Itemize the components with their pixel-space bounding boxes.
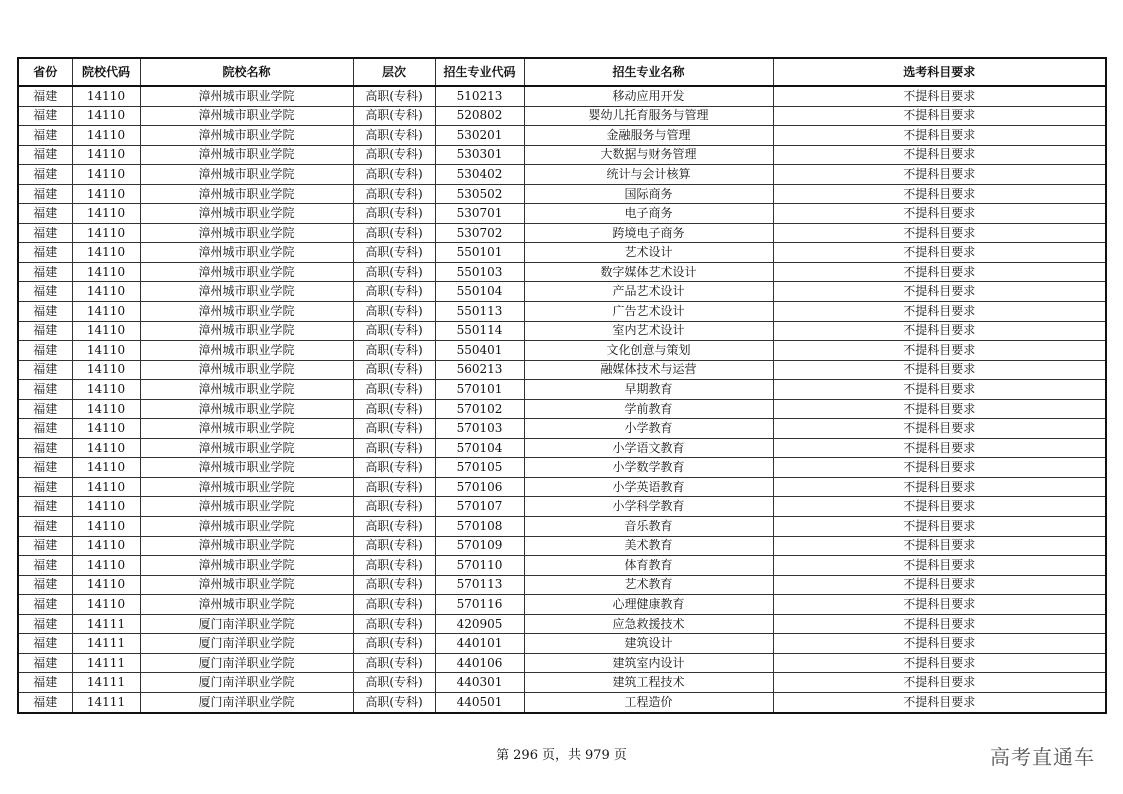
- cell-school-code: 14110: [72, 184, 140, 204]
- cell-major-code: 420905: [435, 614, 524, 634]
- cell-province: 福建: [18, 165, 72, 185]
- cell-school-name: 厦门南洋职业学院: [140, 634, 353, 654]
- cell-province: 福建: [18, 106, 72, 126]
- cell-level: 高职(专科): [353, 380, 435, 400]
- cell-school-name: 厦门南洋职业学院: [140, 692, 353, 712]
- cell-subject-requirement: 不提科目要求: [773, 673, 1106, 693]
- cell-province: 福建: [18, 692, 72, 712]
- cell-school-name: 漳州城市职业学院: [140, 517, 353, 537]
- table-row: [18, 595, 1106, 615]
- cell-school-name: 漳州城市职业学院: [140, 399, 353, 419]
- cell-school-name: 漳州城市职业学院: [140, 419, 353, 439]
- cell-school-code: 14110: [72, 145, 140, 165]
- cell-major-code: 550103: [435, 262, 524, 282]
- cell-school-code: 14110: [72, 243, 140, 263]
- cell-major-name: 学前教育: [524, 399, 773, 419]
- cell-province: 福建: [18, 184, 72, 204]
- cell-school-code: 14111: [72, 614, 140, 634]
- table-row: [18, 262, 1106, 282]
- cell-major-code: 530702: [435, 223, 524, 243]
- cell-subject-requirement: 不提科目要求: [773, 556, 1106, 576]
- cell-major-name: 应急救援技术: [524, 614, 773, 634]
- table-row: [18, 477, 1106, 497]
- footer-suffix: 页: [613, 748, 627, 763]
- cell-subject-requirement: 不提科目要求: [773, 223, 1106, 243]
- table-row: [18, 497, 1106, 517]
- cell-province: 福建: [18, 399, 72, 419]
- cell-school-name: 漳州城市职业学院: [140, 302, 353, 322]
- cell-school-code: 14111: [72, 673, 140, 693]
- cell-level: 高职(专科): [353, 634, 435, 654]
- cell-school-code: 14110: [72, 380, 140, 400]
- cell-province: 福建: [18, 653, 72, 673]
- cell-major-code: 550401: [435, 341, 524, 361]
- cell-major-code: 560213: [435, 360, 524, 380]
- cell-major-code: 570103: [435, 419, 524, 439]
- cell-major-name: 融媒体技术与运营: [524, 360, 773, 380]
- cell-subject-requirement: 不提科目要求: [773, 106, 1106, 126]
- cell-province: 福建: [18, 536, 72, 556]
- cell-subject-requirement: 不提科目要求: [773, 380, 1106, 400]
- cell-subject-requirement: 不提科目要求: [773, 497, 1106, 517]
- cell-major-code: 570109: [435, 536, 524, 556]
- cell-major-code: 530701: [435, 204, 524, 224]
- cell-level: 高职(专科): [353, 262, 435, 282]
- cell-major-name: 建筑室内设计: [524, 653, 773, 673]
- cell-level: 高职(专科): [353, 458, 435, 478]
- table-row: [18, 614, 1106, 634]
- cell-province: 福建: [18, 360, 72, 380]
- table-row: [18, 360, 1106, 380]
- cell-school-name: 漳州城市职业学院: [140, 145, 353, 165]
- cell-school-code: 14110: [72, 106, 140, 126]
- cell-major-name: 体育教育: [524, 556, 773, 576]
- cell-province: 福建: [18, 341, 72, 361]
- cell-school-name: 漳州城市职业学院: [140, 204, 353, 224]
- cell-province: 福建: [18, 556, 72, 576]
- cell-major-code: 510213: [435, 86, 524, 106]
- cell-level: 高职(专科): [353, 536, 435, 556]
- cell-province: 福建: [18, 321, 72, 341]
- cell-major-name: 金融服务与管理: [524, 126, 773, 146]
- cell-school-name: 厦门南洋职业学院: [140, 653, 353, 673]
- cell-school-code: 14110: [72, 262, 140, 282]
- cell-school-name: 漳州城市职业学院: [140, 243, 353, 263]
- cell-major-code: 440101: [435, 634, 524, 654]
- header-major-code: 招生专业代码: [435, 58, 524, 86]
- cell-major-code: 570110: [435, 556, 524, 576]
- cell-level: 高职(专科): [353, 399, 435, 419]
- cell-subject-requirement: 不提科目要求: [773, 536, 1106, 556]
- header-subject-requirement: 选考科目要求: [773, 58, 1106, 86]
- cell-school-code: 14110: [72, 302, 140, 322]
- cell-level: 高职(专科): [353, 321, 435, 341]
- cell-level: 高职(专科): [353, 419, 435, 439]
- cell-level: 高职(专科): [353, 341, 435, 361]
- table-row: [18, 673, 1106, 693]
- cell-major-code: 570116: [435, 595, 524, 615]
- cell-major-name: 小学数学教育: [524, 458, 773, 478]
- cell-school-name: 漳州城市职业学院: [140, 497, 353, 517]
- cell-subject-requirement: 不提科目要求: [773, 419, 1106, 439]
- cell-school-code: 14110: [72, 419, 140, 439]
- table-row: [18, 575, 1106, 595]
- cell-subject-requirement: 不提科目要求: [773, 360, 1106, 380]
- cell-subject-requirement: 不提科目要求: [773, 282, 1106, 302]
- cell-subject-requirement: 不提科目要求: [773, 321, 1106, 341]
- cell-major-name: 数字媒体艺术设计: [524, 262, 773, 282]
- cell-major-code: 550101: [435, 243, 524, 263]
- cell-major-code: 550104: [435, 282, 524, 302]
- cell-major-code: 570105: [435, 458, 524, 478]
- cell-level: 高职(专科): [353, 302, 435, 322]
- table-row: [18, 145, 1106, 165]
- cell-major-name: 工程造价: [524, 692, 773, 712]
- cell-subject-requirement: 不提科目要求: [773, 302, 1106, 322]
- cell-province: 福建: [18, 497, 72, 517]
- cell-major-name: 跨境电子商务: [524, 223, 773, 243]
- cell-school-code: 14110: [72, 282, 140, 302]
- table-row: [18, 282, 1106, 302]
- table-row: [18, 321, 1106, 341]
- cell-school-name: 漳州城市职业学院: [140, 360, 353, 380]
- cell-major-name: 文化创意与策划: [524, 341, 773, 361]
- cell-major-name: 小学英语教育: [524, 477, 773, 497]
- cell-province: 福建: [18, 595, 72, 615]
- table-row: [18, 419, 1106, 439]
- cell-school-code: 14110: [72, 204, 140, 224]
- cell-major-code: 440501: [435, 692, 524, 712]
- cell-major-name: 早期教育: [524, 380, 773, 400]
- cell-school-name: 漳州城市职业学院: [140, 477, 353, 497]
- cell-subject-requirement: 不提科目要求: [773, 262, 1106, 282]
- cell-school-code: 14111: [72, 634, 140, 654]
- cell-level: 高职(专科): [353, 184, 435, 204]
- cell-major-name: 婴幼儿托育服务与管理: [524, 106, 773, 126]
- cell-province: 福建: [18, 673, 72, 693]
- watermark: 高考直通车: [990, 745, 1095, 769]
- cell-major-name: 心理健康教育: [524, 595, 773, 615]
- cell-school-name: 漳州城市职业学院: [140, 223, 353, 243]
- table-row: [18, 86, 1106, 106]
- cell-province: 福建: [18, 145, 72, 165]
- table-row: [18, 184, 1106, 204]
- cell-level: 高职(专科): [353, 595, 435, 615]
- table-row: [18, 399, 1106, 419]
- cell-subject-requirement: 不提科目要求: [773, 126, 1106, 146]
- cell-subject-requirement: 不提科目要求: [773, 575, 1106, 595]
- cell-province: 福建: [18, 419, 72, 439]
- table-row: [18, 692, 1106, 712]
- cell-subject-requirement: 不提科目要求: [773, 614, 1106, 634]
- cell-school-code: 14110: [72, 86, 140, 106]
- cell-major-name: 艺术设计: [524, 243, 773, 263]
- header-province: 省份: [18, 58, 72, 86]
- header-level: 层次: [353, 58, 435, 86]
- cell-school-code: 14110: [72, 165, 140, 185]
- cell-school-code: 14110: [72, 517, 140, 537]
- header-row: [18, 58, 1106, 86]
- cell-level: 高职(专科): [353, 575, 435, 595]
- cell-school-code: 14110: [72, 477, 140, 497]
- cell-province: 福建: [18, 204, 72, 224]
- table-row: [18, 204, 1106, 224]
- cell-province: 福建: [18, 438, 72, 458]
- cell-subject-requirement: 不提科目要求: [773, 204, 1106, 224]
- cell-school-name: 漳州城市职业学院: [140, 458, 353, 478]
- header-school-code: 院校代码: [72, 58, 140, 86]
- cell-school-code: 14110: [72, 536, 140, 556]
- cell-subject-requirement: 不提科目要求: [773, 517, 1106, 537]
- cell-major-code: 530301: [435, 145, 524, 165]
- cell-subject-requirement: 不提科目要求: [773, 477, 1106, 497]
- cell-major-name: 大数据与财务管理: [524, 145, 773, 165]
- cell-level: 高职(专科): [353, 692, 435, 712]
- cell-major-code: 530402: [435, 165, 524, 185]
- cell-province: 福建: [18, 282, 72, 302]
- table-body: [18, 86, 1106, 713]
- cell-major-name: 美术教育: [524, 536, 773, 556]
- cell-subject-requirement: 不提科目要求: [773, 458, 1106, 478]
- cell-level: 高职(专科): [353, 106, 435, 126]
- cell-level: 高职(专科): [353, 282, 435, 302]
- cell-major-code: 570107: [435, 497, 524, 517]
- cell-level: 高职(专科): [353, 145, 435, 165]
- table-row: [18, 458, 1106, 478]
- cell-school-code: 14110: [72, 497, 140, 517]
- cell-province: 福建: [18, 262, 72, 282]
- cell-school-code: 14110: [72, 223, 140, 243]
- cell-subject-requirement: 不提科目要求: [773, 184, 1106, 204]
- cell-province: 福建: [18, 458, 72, 478]
- cell-school-name: 漳州城市职业学院: [140, 262, 353, 282]
- cell-level: 高职(专科): [353, 477, 435, 497]
- footer-total-pages: 979: [585, 748, 610, 763]
- cell-school-code: 14110: [72, 341, 140, 361]
- cell-subject-requirement: 不提科目要求: [773, 595, 1106, 615]
- header-major-name: 招生专业名称: [524, 58, 773, 86]
- cell-school-name: 厦门南洋职业学院: [140, 614, 353, 634]
- cell-level: 高职(专科): [353, 497, 435, 517]
- cell-school-name: 漳州城市职业学院: [140, 575, 353, 595]
- cell-major-name: 建筑设计: [524, 634, 773, 654]
- cell-level: 高职(专科): [353, 556, 435, 576]
- cell-school-name: 漳州城市职业学院: [140, 106, 353, 126]
- cell-subject-requirement: 不提科目要求: [773, 438, 1106, 458]
- cell-major-code: 520802: [435, 106, 524, 126]
- cell-subject-requirement: 不提科目要求: [773, 399, 1106, 419]
- cell-major-name: 小学教育: [524, 419, 773, 439]
- table-row: [18, 536, 1106, 556]
- cell-school-name: 漳州城市职业学院: [140, 184, 353, 204]
- cell-level: 高职(专科): [353, 165, 435, 185]
- cell-level: 高职(专科): [353, 243, 435, 263]
- table-row: [18, 634, 1106, 654]
- cell-subject-requirement: 不提科目要求: [773, 86, 1106, 106]
- cell-level: 高职(专科): [353, 673, 435, 693]
- cell-subject-requirement: 不提科目要求: [773, 243, 1106, 263]
- table-row: [18, 380, 1106, 400]
- table-row: [18, 106, 1106, 126]
- cell-school-code: 14110: [72, 321, 140, 341]
- table-row: [18, 243, 1106, 263]
- cell-subject-requirement: 不提科目要求: [773, 634, 1106, 654]
- cell-level: 高职(专科): [353, 517, 435, 537]
- cell-school-name: 漳州城市职业学院: [140, 126, 353, 146]
- cell-major-name: 建筑工程技术: [524, 673, 773, 693]
- cell-school-code: 14110: [72, 126, 140, 146]
- cell-level: 高职(专科): [353, 86, 435, 106]
- cell-level: 高职(专科): [353, 438, 435, 458]
- cell-major-code: 530201: [435, 126, 524, 146]
- header-school-name: 院校名称: [140, 58, 353, 86]
- table-row: [18, 438, 1106, 458]
- cell-school-code: 14110: [72, 575, 140, 595]
- cell-major-name: 产品艺术设计: [524, 282, 773, 302]
- cell-subject-requirement: 不提科目要求: [773, 653, 1106, 673]
- cell-major-name: 室内艺术设计: [524, 321, 773, 341]
- cell-major-name: 小学语文教育: [524, 438, 773, 458]
- cell-school-name: 漳州城市职业学院: [140, 165, 353, 185]
- cell-level: 高职(专科): [353, 223, 435, 243]
- cell-province: 福建: [18, 634, 72, 654]
- table-row: [18, 126, 1106, 146]
- cell-school-name: 漳州城市职业学院: [140, 86, 353, 106]
- cell-major-code: 570101: [435, 380, 524, 400]
- cell-province: 福建: [18, 243, 72, 263]
- cell-major-name: 艺术教育: [524, 575, 773, 595]
- cell-province: 福建: [18, 614, 72, 634]
- cell-school-name: 漳州城市职业学院: [140, 321, 353, 341]
- table-header: [18, 58, 1106, 86]
- cell-school-code: 14110: [72, 360, 140, 380]
- cell-major-code: 570108: [435, 517, 524, 537]
- cell-major-code: 550114: [435, 321, 524, 341]
- cell-major-name: 小学科学教育: [524, 497, 773, 517]
- cell-province: 福建: [18, 86, 72, 106]
- cell-school-code: 14110: [72, 458, 140, 478]
- cell-major-name: 电子商务: [524, 204, 773, 224]
- table-row: [18, 653, 1106, 673]
- cell-province: 福建: [18, 302, 72, 322]
- page-footer: [0, 744, 1123, 763]
- cell-school-name: 漳州城市职业学院: [140, 282, 353, 302]
- cell-province: 福建: [18, 575, 72, 595]
- cell-school-name: 漳州城市职业学院: [140, 556, 353, 576]
- cell-major-name: 移动应用开发: [524, 86, 773, 106]
- cell-subject-requirement: 不提科目要求: [773, 165, 1106, 185]
- cell-province: 福建: [18, 126, 72, 146]
- cell-school-code: 14111: [72, 692, 140, 712]
- cell-school-name: 漳州城市职业学院: [140, 341, 353, 361]
- cell-school-code: 14110: [72, 399, 140, 419]
- footer-prefix: 第: [496, 748, 510, 763]
- cell-subject-requirement: 不提科目要求: [773, 341, 1106, 361]
- cell-school-name: 厦门南洋职业学院: [140, 673, 353, 693]
- footer-page-number: 296: [513, 748, 538, 763]
- table-row: [18, 517, 1106, 537]
- cell-major-name: 统计与会计核算: [524, 165, 773, 185]
- cell-major-name: 音乐教育: [524, 517, 773, 537]
- admission-table: [17, 57, 1107, 714]
- cell-level: 高职(专科): [353, 360, 435, 380]
- cell-province: 福建: [18, 223, 72, 243]
- cell-province: 福建: [18, 380, 72, 400]
- cell-level: 高职(专科): [353, 126, 435, 146]
- cell-school-code: 14110: [72, 438, 140, 458]
- cell-school-name: 漳州城市职业学院: [140, 438, 353, 458]
- cell-level: 高职(专科): [353, 614, 435, 634]
- cell-school-code: 14110: [72, 556, 140, 576]
- cell-school-code: 14111: [72, 653, 140, 673]
- cell-major-code: 530502: [435, 184, 524, 204]
- cell-major-code: 570104: [435, 438, 524, 458]
- cell-subject-requirement: 不提科目要求: [773, 145, 1106, 165]
- table-row: [18, 556, 1106, 576]
- footer-middle: 页，共: [541, 748, 581, 763]
- cell-school-name: 漳州城市职业学院: [140, 380, 353, 400]
- cell-school-code: 14110: [72, 595, 140, 615]
- cell-major-code: 570113: [435, 575, 524, 595]
- cell-province: 福建: [18, 517, 72, 537]
- table-row: [18, 341, 1106, 361]
- cell-school-name: 漳州城市职业学院: [140, 595, 353, 615]
- table-row: [18, 302, 1106, 322]
- cell-major-code: 570106: [435, 477, 524, 497]
- cell-school-name: 漳州城市职业学院: [140, 536, 353, 556]
- cell-major-code: 440106: [435, 653, 524, 673]
- cell-major-code: 570102: [435, 399, 524, 419]
- table-row: [18, 165, 1106, 185]
- cell-level: 高职(专科): [353, 204, 435, 224]
- cell-major-code: 440301: [435, 673, 524, 693]
- table-row: [18, 223, 1106, 243]
- cell-subject-requirement: 不提科目要求: [773, 692, 1106, 712]
- cell-province: 福建: [18, 477, 72, 497]
- cell-major-name: 国际商务: [524, 184, 773, 204]
- cell-level: 高职(专科): [353, 653, 435, 673]
- cell-major-code: 550113: [435, 302, 524, 322]
- cell-major-name: 广告艺术设计: [524, 302, 773, 322]
